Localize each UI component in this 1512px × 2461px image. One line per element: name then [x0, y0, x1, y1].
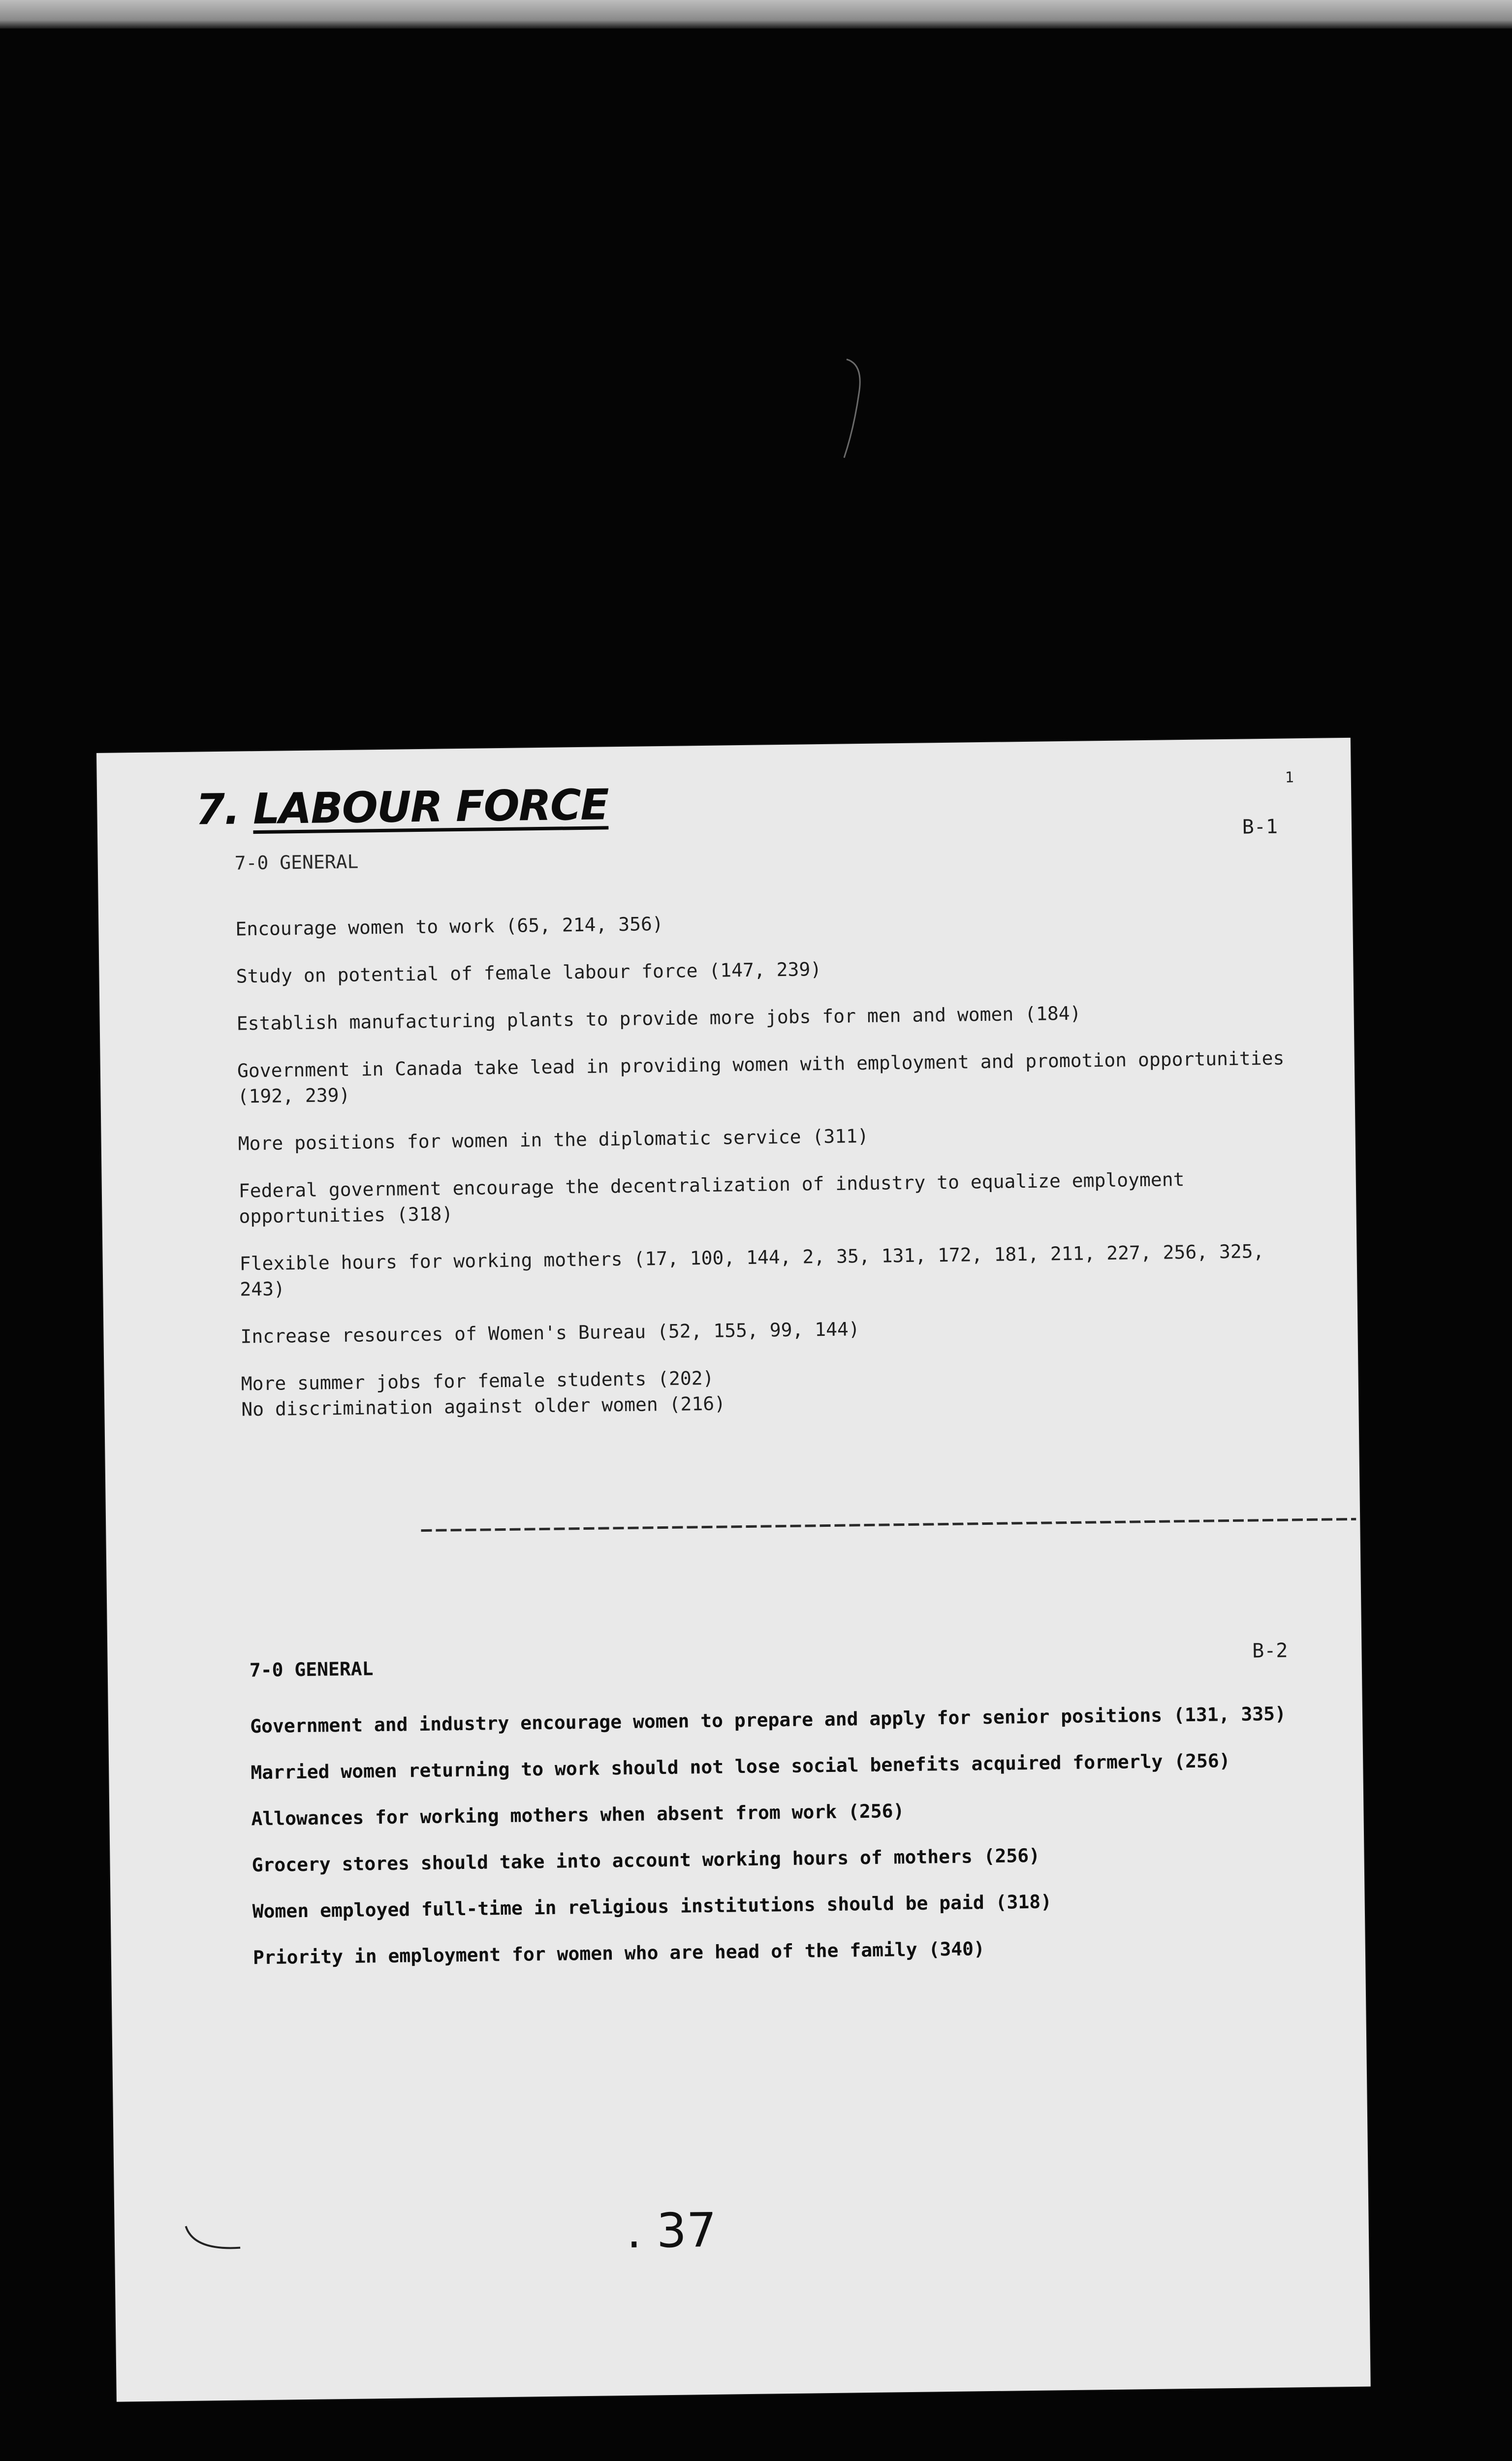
list-item: Establish manufacturing plants to provide more jobs for men and women (184): [236, 1002, 1081, 1035]
document-page: [96, 738, 1371, 2402]
list-item: More summer jobs for female students (202): [241, 1367, 714, 1395]
list-item: Federal government encourage the decentralization of industry to equalize employment opportunities (318): [238, 1168, 1185, 1228]
list-item: Grocery stores should take into account working hours of mothers (256): [252, 1844, 1040, 1876]
pen-mark: [184, 2223, 243, 2253]
page-number: 1: [1285, 769, 1294, 787]
list-item: Married women returning to work should not lose social benefits acquired formerly (256): [251, 1750, 1230, 1784]
list-item: Government in Canada take lead in providing women with employment and promotion opportunities (192, 239): [237, 1047, 1285, 1107]
section2-list: [250, 1701, 1312, 1991]
section-label-b2: B-2: [1252, 1639, 1288, 1663]
list-item: Increase resources of Women's Bureau (52, 155, 99, 144): [240, 1318, 860, 1348]
chapter-number: 7.: [195, 785, 240, 835]
section-label-b1: B-1: [1242, 815, 1278, 839]
section2-heading: 7-0 GENERAL: [249, 1658, 374, 1681]
list-item: Allowances for working mothers when absent from work (256): [251, 1800, 905, 1830]
folio-number: . 37: [626, 2202, 717, 2259]
list-item: Government and industry encourage women to prepare and apply for senior positions (131, 335): [250, 1703, 1287, 1737]
list-item: Women employed full-time in religious institutions should be paid (318): [252, 1891, 1052, 1923]
list-item: Encourage women to work (65, 214, 356): [235, 913, 663, 940]
list-item: Priority in employment for women who are head of the family (340): [252, 1938, 985, 1969]
section1-heading: 7-0 GENERAL: [234, 851, 359, 874]
film-top-strip: [0, 0, 1512, 29]
list-item: Study on potential of female labour force (147, 239): [236, 958, 822, 987]
list-item: No discrimination against older women (216): [241, 1392, 726, 1420]
chapter-title-text: LABOUR FORCE: [252, 780, 609, 834]
list-item: More positions for women in the diplomatic service (311): [238, 1125, 869, 1155]
list-item: Flexible hours for working mothers (17, 100, 144, 2, 35, 131, 172, 181, 211, 227, 256, 325, 243): [239, 1240, 1264, 1300]
film-scratch-mark: [837, 354, 876, 463]
section-divider: [421, 1518, 1356, 1532]
chapter-title: [195, 780, 609, 834]
section1-list: [235, 903, 1300, 1444]
